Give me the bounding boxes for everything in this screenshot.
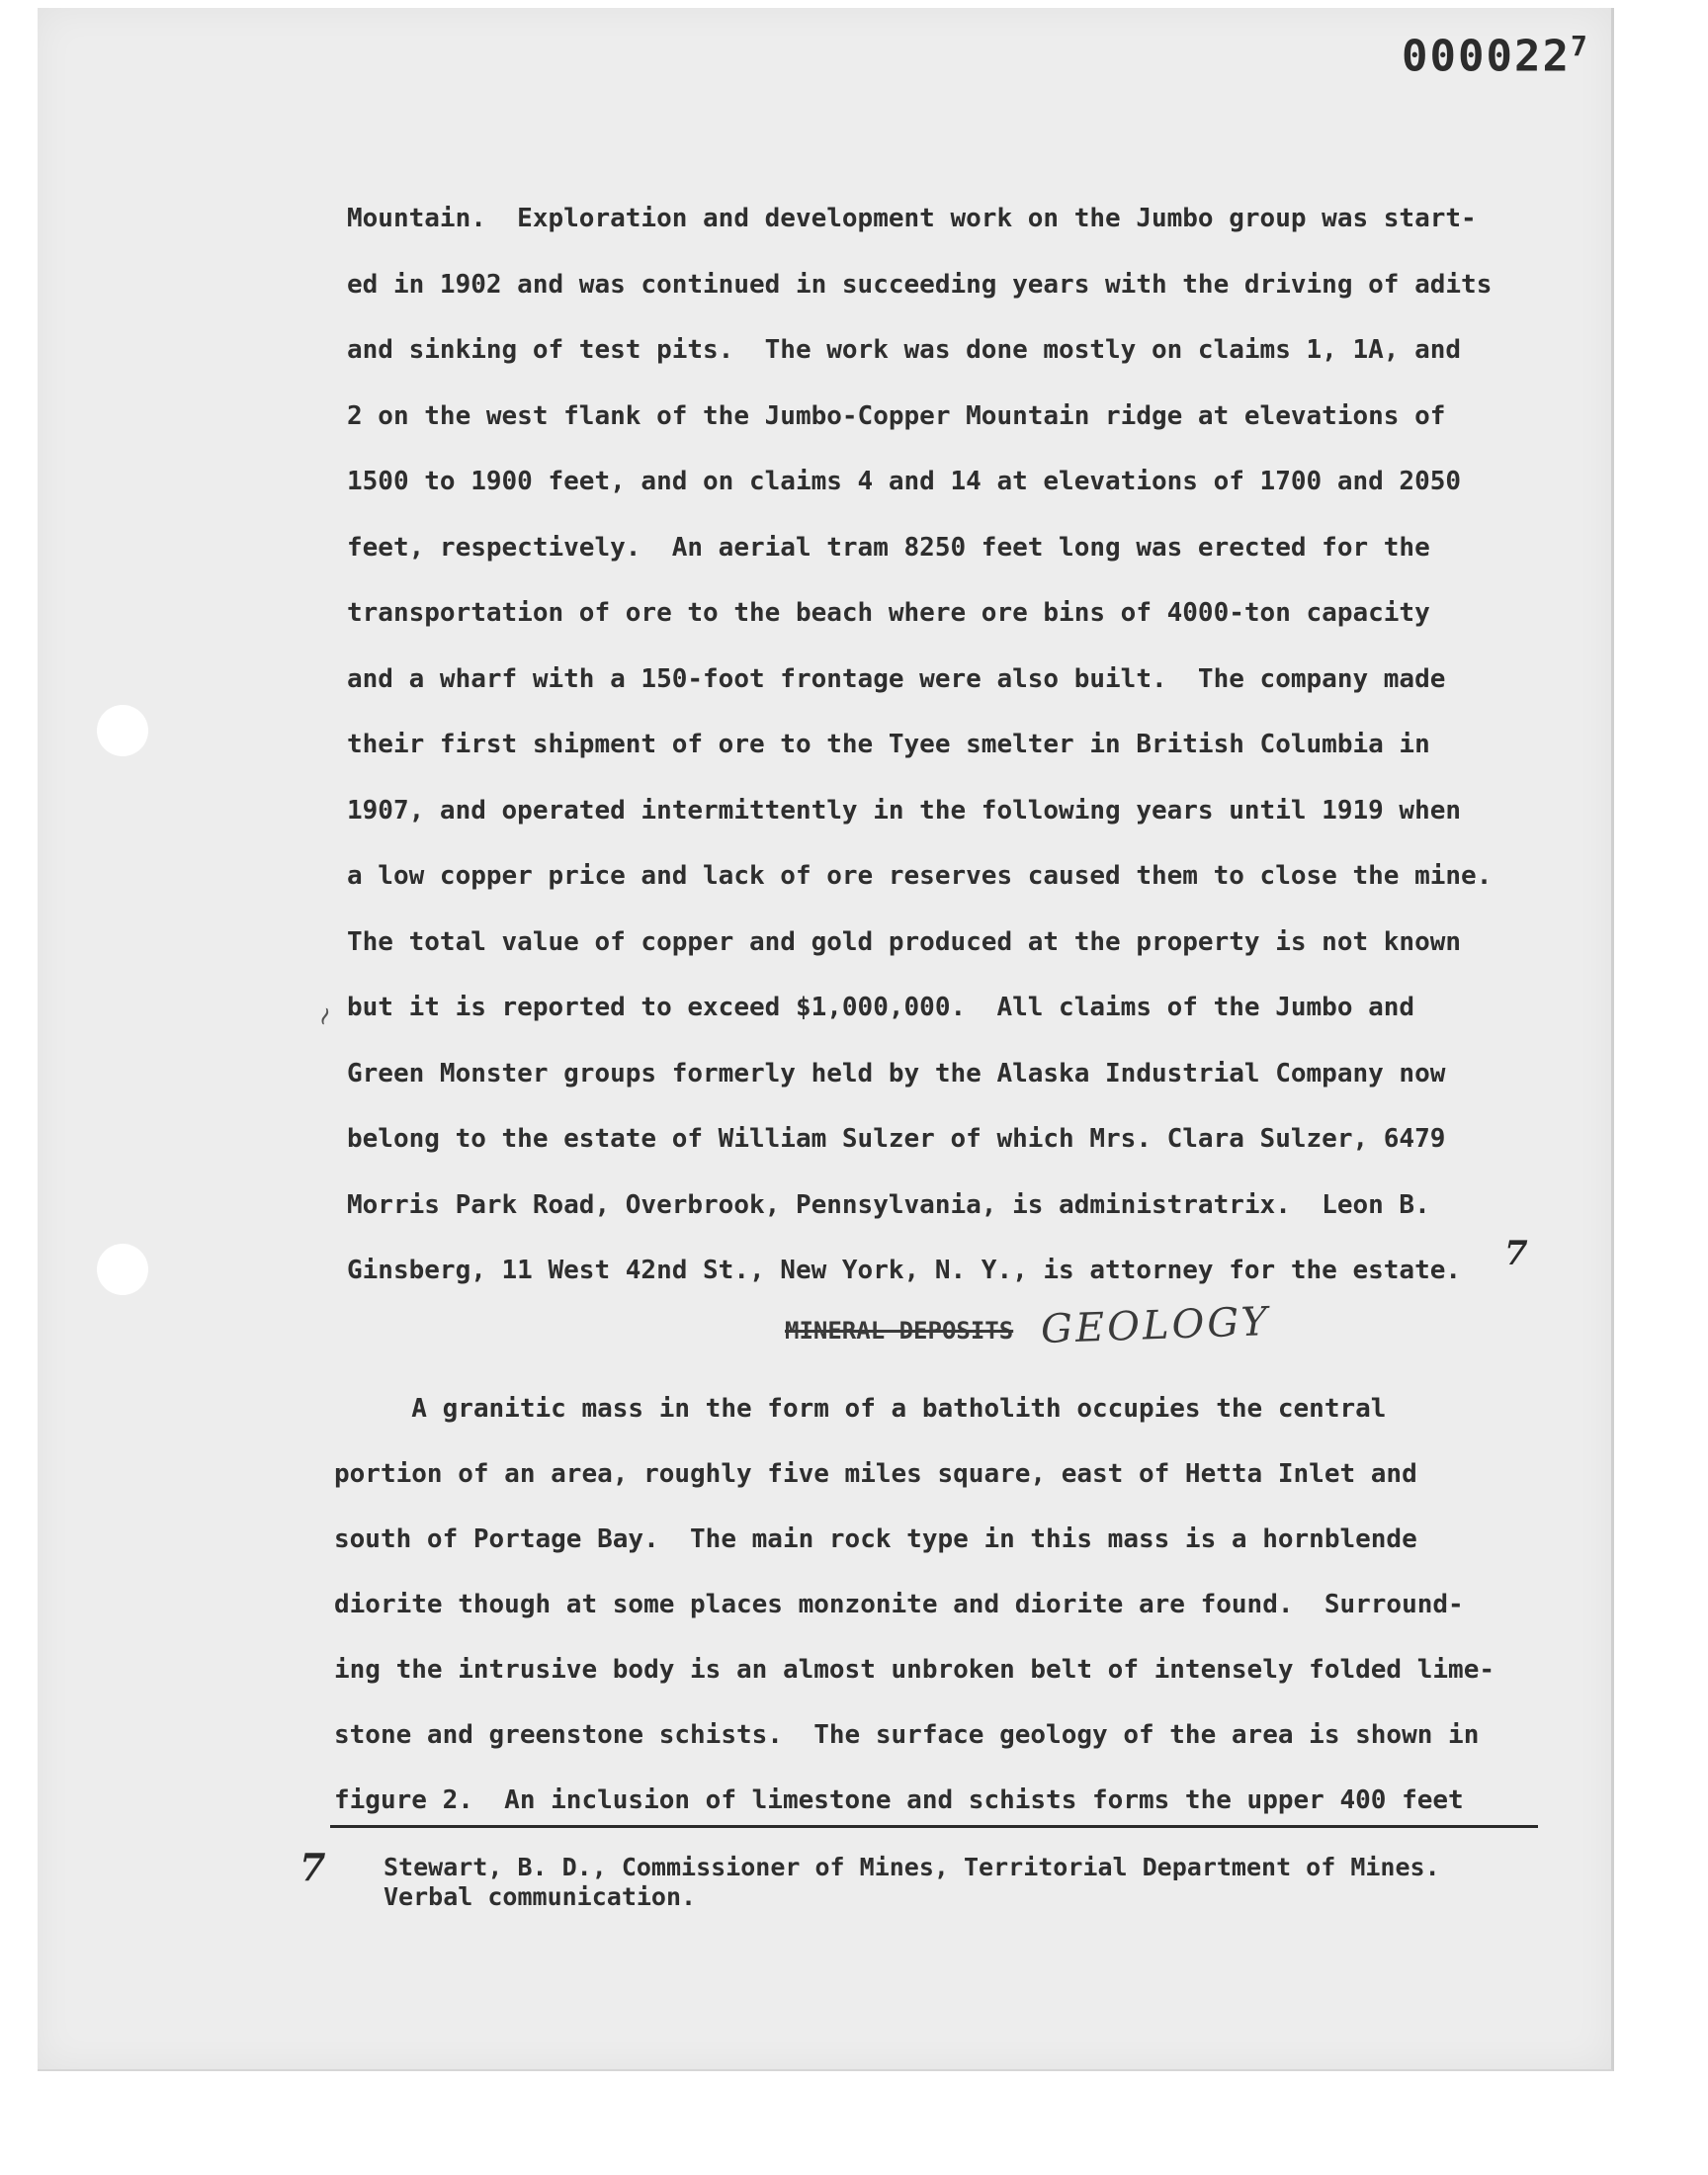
footnote-line: Verbal communication.: [384, 1882, 697, 1911]
geology-line: portion of an area, roughly five miles square, east of Hetta Inlet and: [334, 1459, 1417, 1489]
punch-hole-top: [97, 705, 148, 756]
body-line: their first shipment of ore to the Tyee smelter in British Columbia in: [347, 730, 1430, 759]
body-line: 1500 to 1900 feet, and on claims 4 and 14 at elevations of 1700 and 2050: [347, 467, 1462, 496]
footnote-divider: [330, 1825, 1538, 1828]
geology-line: figure 2. An inclusion of limestone and schists forms the upper 400 feet: [334, 1785, 1464, 1815]
footnote-line: Stewart, B. D., Commissioner of Mines, Territorial Department of Mines.: [384, 1853, 1440, 1881]
body-line: but it is reported to exceed $1,000,000. All claims of the Jumbo and: [347, 993, 1415, 1022]
struck-heading-text: MINERAL DEPOSITS: [785, 1317, 1014, 1345]
body-line: Ginsberg, 11 West 42nd St., New York, N. Y., is attorney for the estate.: [347, 1256, 1462, 1285]
body-line: and sinking of test pits. The work was done mostly on claims 1, 1A, and: [347, 335, 1462, 365]
body-line: Morris Park Road, Overbrook, Pennsylvania, is administratrix. Leon B.: [347, 1189, 1430, 1220]
body-line: 1907, and operated intermittently in the following years until 1919 when: [347, 795, 1462, 826]
geology-line: A granitic mass in the form of a batholith occupies the central: [334, 1394, 1387, 1424]
body-line: a low copper price and lack of ore reserves caused them to close the mine.: [347, 861, 1493, 891]
body-line: 2 on the west flank of the Jumbo-Copper Mountain ridge at elevations of: [347, 400, 1446, 431]
footnote-call-mark: 7: [1504, 1234, 1528, 1273]
body-line: Mountain. Exploration and development work on the Jumbo group was start-: [347, 204, 1477, 233]
page-number-suffix: 7: [1570, 30, 1589, 62]
body-line: and a wharf with a 150-foot frontage were also built. The company made: [347, 663, 1446, 694]
punch-hole-bottom: [97, 1244, 148, 1295]
geology-line: south of Portage Bay. The main rock type in this mass is a hornblende: [334, 1524, 1417, 1554]
geology-paragraph: [334, 1376, 1589, 1833]
document-page: [38, 8, 1614, 2071]
body-line: belong to the estate of William Sulzer of which Mrs. Clara Sulzer, 6479: [347, 1124, 1446, 1154]
page-number: [1402, 30, 1589, 82]
body-line: feet, respectively. An aerial tram 8250 feet long was erected for the: [347, 532, 1430, 563]
geology-line: ing the intrusive body is an almost unbroken belt of intensely folded lime-: [334, 1655, 1494, 1685]
body-line: The total value of copper and gold produced at the property is not known: [347, 926, 1462, 957]
footnote-text: [384, 1853, 1440, 1912]
geology-line: stone and greenstone schists. The surface geology of the area is shown in: [334, 1720, 1480, 1750]
margin-pencil-mark: ~: [307, 1000, 343, 1032]
handwritten-heading-text: GEOLOGY: [1040, 1298, 1271, 1353]
page-number-digits: 000022: [1402, 31, 1571, 82]
section-heading: [785, 1298, 1271, 1353]
body-line: Green Monster groups formerly held by the Alaska Industrial Company now: [347, 1058, 1446, 1088]
geology-line: diorite though at some places monzonite and diorite are found. Surround-: [334, 1590, 1464, 1619]
body-paragraph: [347, 186, 1592, 1304]
footnote-mark: 7: [299, 1845, 326, 1889]
body-line: transportation of ore to the beach where ore bins of 4000-ton capacity: [347, 598, 1430, 628]
body-line: ed in 1902 and was continued in succeeding years with the driving of adits: [347, 269, 1493, 300]
